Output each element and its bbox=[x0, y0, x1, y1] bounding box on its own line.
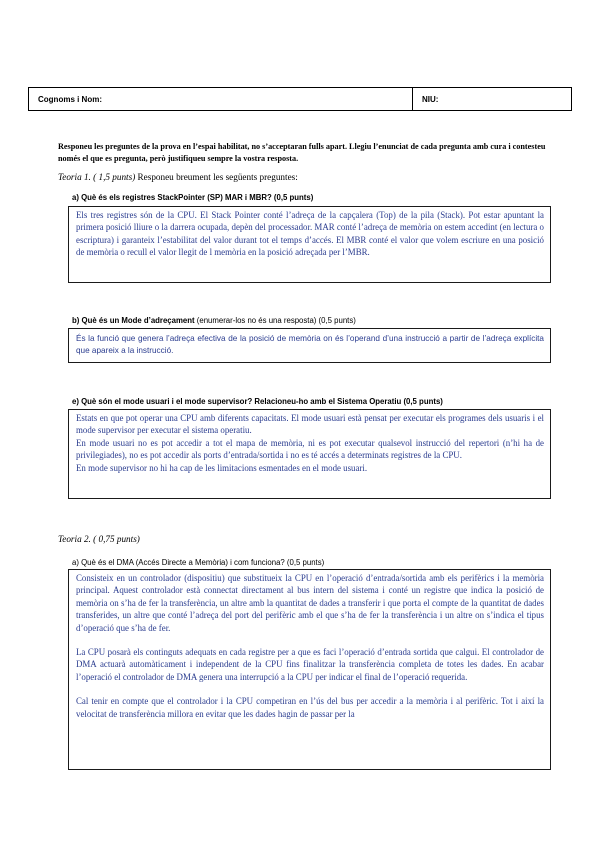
student-header-table bbox=[28, 87, 572, 111]
teoria2-title: Teoria 2. ( 0,75 punts) bbox=[58, 534, 140, 544]
answer-2a-p2: La CPU posarà els continguts adequats en cada registre per a que es faci l’operació d’entrada sortida que calgui. El controlador de DMA actuarà automàticament i independent de la CPU fins finalitzar la transferència completa de totes les dades. En acabar l’operació el controlador de DMA genera una interrupció a la CPU per indicar el final de l’operació requerida. bbox=[76, 647, 544, 682]
question-1a-label: a) Què és els registres StackPointer (SP) MAR i MBR? (0,5 punts) bbox=[72, 193, 314, 202]
answer-1a-box[interactable] bbox=[68, 206, 551, 283]
answer-1a-text: Els tres registres són de la CPU. El Stack Pointer conté l’adreça de la capçalera (Top) de la pila (Stack). Pot estar apuntant la primera posició lliure o la darrera ocupada, depèn del processador. MAR conté l’adreça de memòria on estem accedint (en lectura o escriptura) i garanteix l’estabilitat del valor durant tot el temps d’accés. El MBR conté el valor que volem escriure en una posició de memòria o recull el valor llegit de l memòria en la posició adreçada per l’MBR. bbox=[76, 210, 544, 258]
teoria1-title: Teoria 1. ( 1,5 punts) bbox=[58, 172, 136, 182]
answer-1e-p2: En mode usuari no es pot accedir a tot el mapa de memòria, ni es pot executar qualsevol instrucció del repertori (n’hi ha de privilegiades), no es pot accedir als ports d’entrada/sortida i no es té accés a determinats registres de la CPU. bbox=[76, 437, 544, 461]
answer-2a-p1: Consisteix en un controlador (dispositiu) que substitueix la CPU en l’operació d’entrada/sortida amb els perifèrics i la memòria principal. Aquest controlador està connectat directament al bus intern del sistema i conté un registre que indica la posició de memòria on s’ha de fer la transferència, un altre amb la quantitat de dades a transferir i que porta el compte de la quantitat de dades transferides, un altre que conté l’adreça del port del perifèric amb el que s’ha de fer la transferència i un altre on s’indica el tipus d’operació que s’ha de fer. bbox=[76, 573, 544, 633]
name-field-label[interactable]: Cognoms i Nom: bbox=[29, 88, 413, 110]
question-1e-label: e) Què són el mode usuari i el mode supervisor? Relacioneu-ho amb el Sistema Operatiu (0,5 punts) bbox=[72, 397, 443, 406]
question-1b-label: b) Què és un Mode d’adreçament (enumerar-los no és una resposta) (0,5 punts) bbox=[72, 316, 356, 325]
answer-1e-box[interactable] bbox=[68, 409, 551, 499]
answer-1e-p1: Estats en que pot operar una CPU amb diferents capacitats. El mode usuari està pensat per executar els programes dels usuaris i el mode supervisor per executar el sistema operatiu. bbox=[76, 413, 544, 436]
answer-2a-p3: Cal tenir en compte que el controlador i la CPU competiran en l’ús del bus per accedir a la memòria i al perifèric. Tot i així la velocitat de transferència millora en evitar que les dades hagin de passar per la bbox=[76, 696, 544, 719]
answer-1e-p3: En mode supervisor no hi ha cap de les limitacions esmentades en el mode usuari. bbox=[76, 462, 368, 473]
teoria2-heading bbox=[58, 533, 140, 545]
teoria1-heading bbox=[58, 171, 298, 183]
exam-instructions: Responeu les preguntes de la prova en l’espai habilitat, no s’acceptaran fulls apart. Llegiu l’enunciat de cada pregunta amb cura i contesteu només el que es pregunta, però justifiqueu sempre la vostra resposta. bbox=[58, 142, 546, 163]
answer-1b-text: És la funció que genera l’adreça efectiva de la posició de memòria on és l’operand d’una instrucció a partir de l’adreça explícita que apareix a la instrucció. bbox=[76, 334, 544, 356]
teoria1-subtitle: Responeu breument les següents preguntes: bbox=[135, 172, 298, 182]
answer-2a-box[interactable] bbox=[68, 569, 551, 770]
answer-1b-box[interactable] bbox=[68, 328, 551, 363]
question-2a-label: a) Què és el DMA (Accés Directe a Memòria) i com funciona? (0,5 punts) bbox=[72, 558, 325, 567]
niu-field-label[interactable]: NIU: bbox=[422, 95, 439, 104]
